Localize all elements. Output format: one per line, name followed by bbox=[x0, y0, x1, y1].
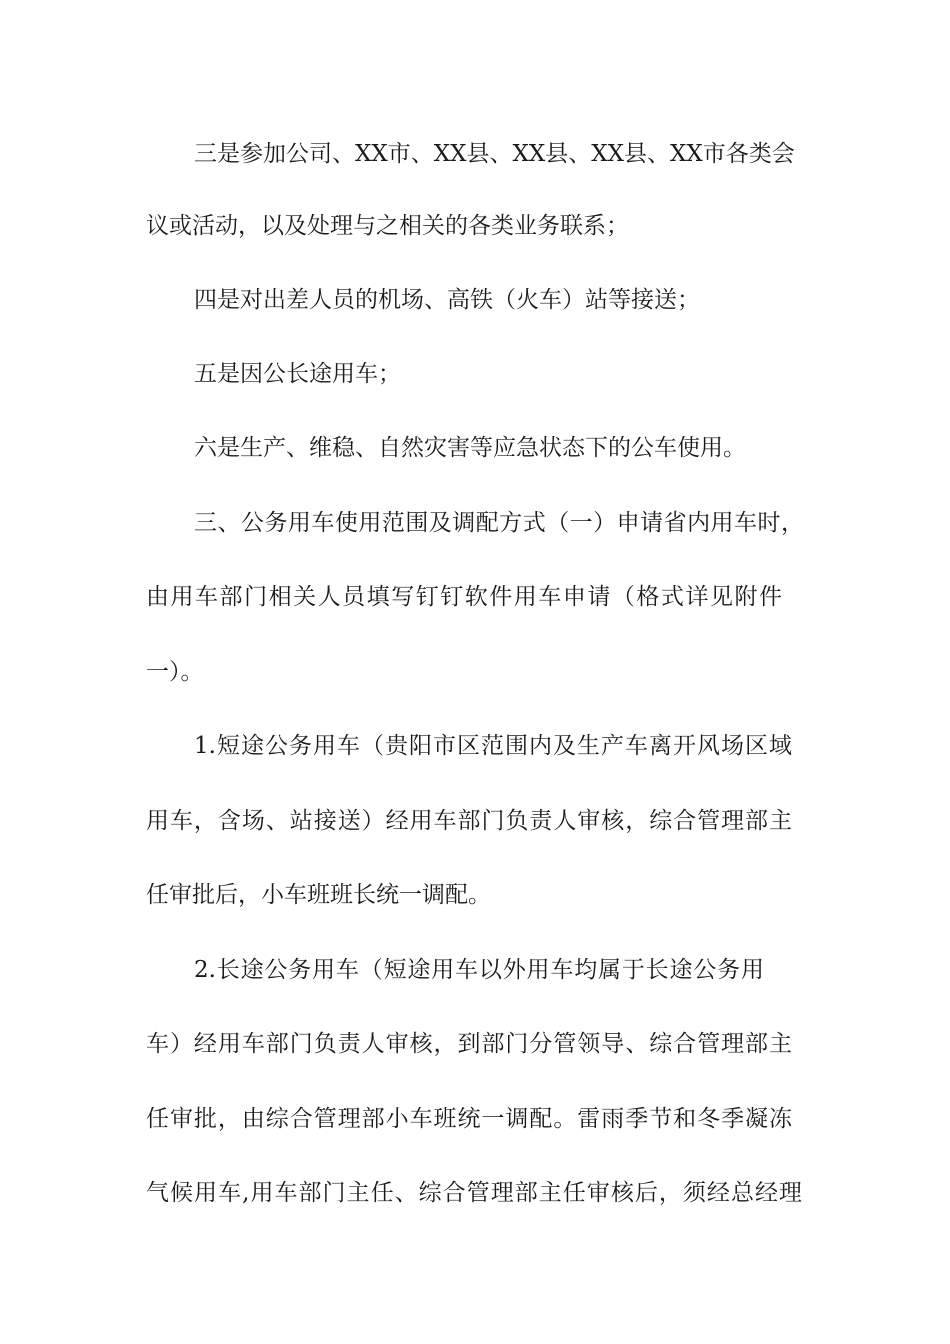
text-line-10: 用车，含场、站接送）经用车部门负责人审核，综合管理部主 bbox=[146, 808, 792, 834]
text-line-11: 任审批后，小车班班长统一调配。 bbox=[146, 882, 491, 908]
text-line-1: 三是参加公司、XX市、XX县、XX县、XX县、XX市各类会 bbox=[194, 141, 795, 167]
text-line-4: 五是因公长途用车； bbox=[194, 361, 401, 387]
text-line-9: 1.短途公务用车（贵阳市区范围内及生产车离开风场区域 bbox=[194, 733, 792, 759]
text-line-6: 三、公务用车使用范围及调配方式（一）申请省内用车时， bbox=[194, 510, 804, 536]
text-line-12: 2.长途公务用车（短途用车以外用车均属于长途公务用 bbox=[194, 957, 764, 983]
text-line-2: 议或活动，以及处理与之相关的各类业务联系； bbox=[146, 213, 629, 239]
text-line-5: 六是生产、维稳、自然灾害等应急状态下的公车使用。 bbox=[194, 435, 746, 461]
text-line-15: 气候用车,用车部门主任、综合管理部主任审核后，须经总经理 bbox=[146, 1180, 802, 1206]
text-line-3: 四是对出差人员的机场、高铁（火车）站等接送； bbox=[194, 287, 700, 313]
text-line-14: 任审批，由综合管理部小车班统一调配。雷雨季节和冬季凝冻 bbox=[146, 1106, 792, 1132]
text-line-7: 由用车部门相关人员填写钉钉软件用车申请（格式详见附件 bbox=[146, 584, 782, 610]
text-line-8: 一）。 bbox=[146, 659, 204, 685]
text-line-13: 车）经用车部门负责人审核，到部门分管领导、综合管理部主 bbox=[146, 1031, 792, 1057]
